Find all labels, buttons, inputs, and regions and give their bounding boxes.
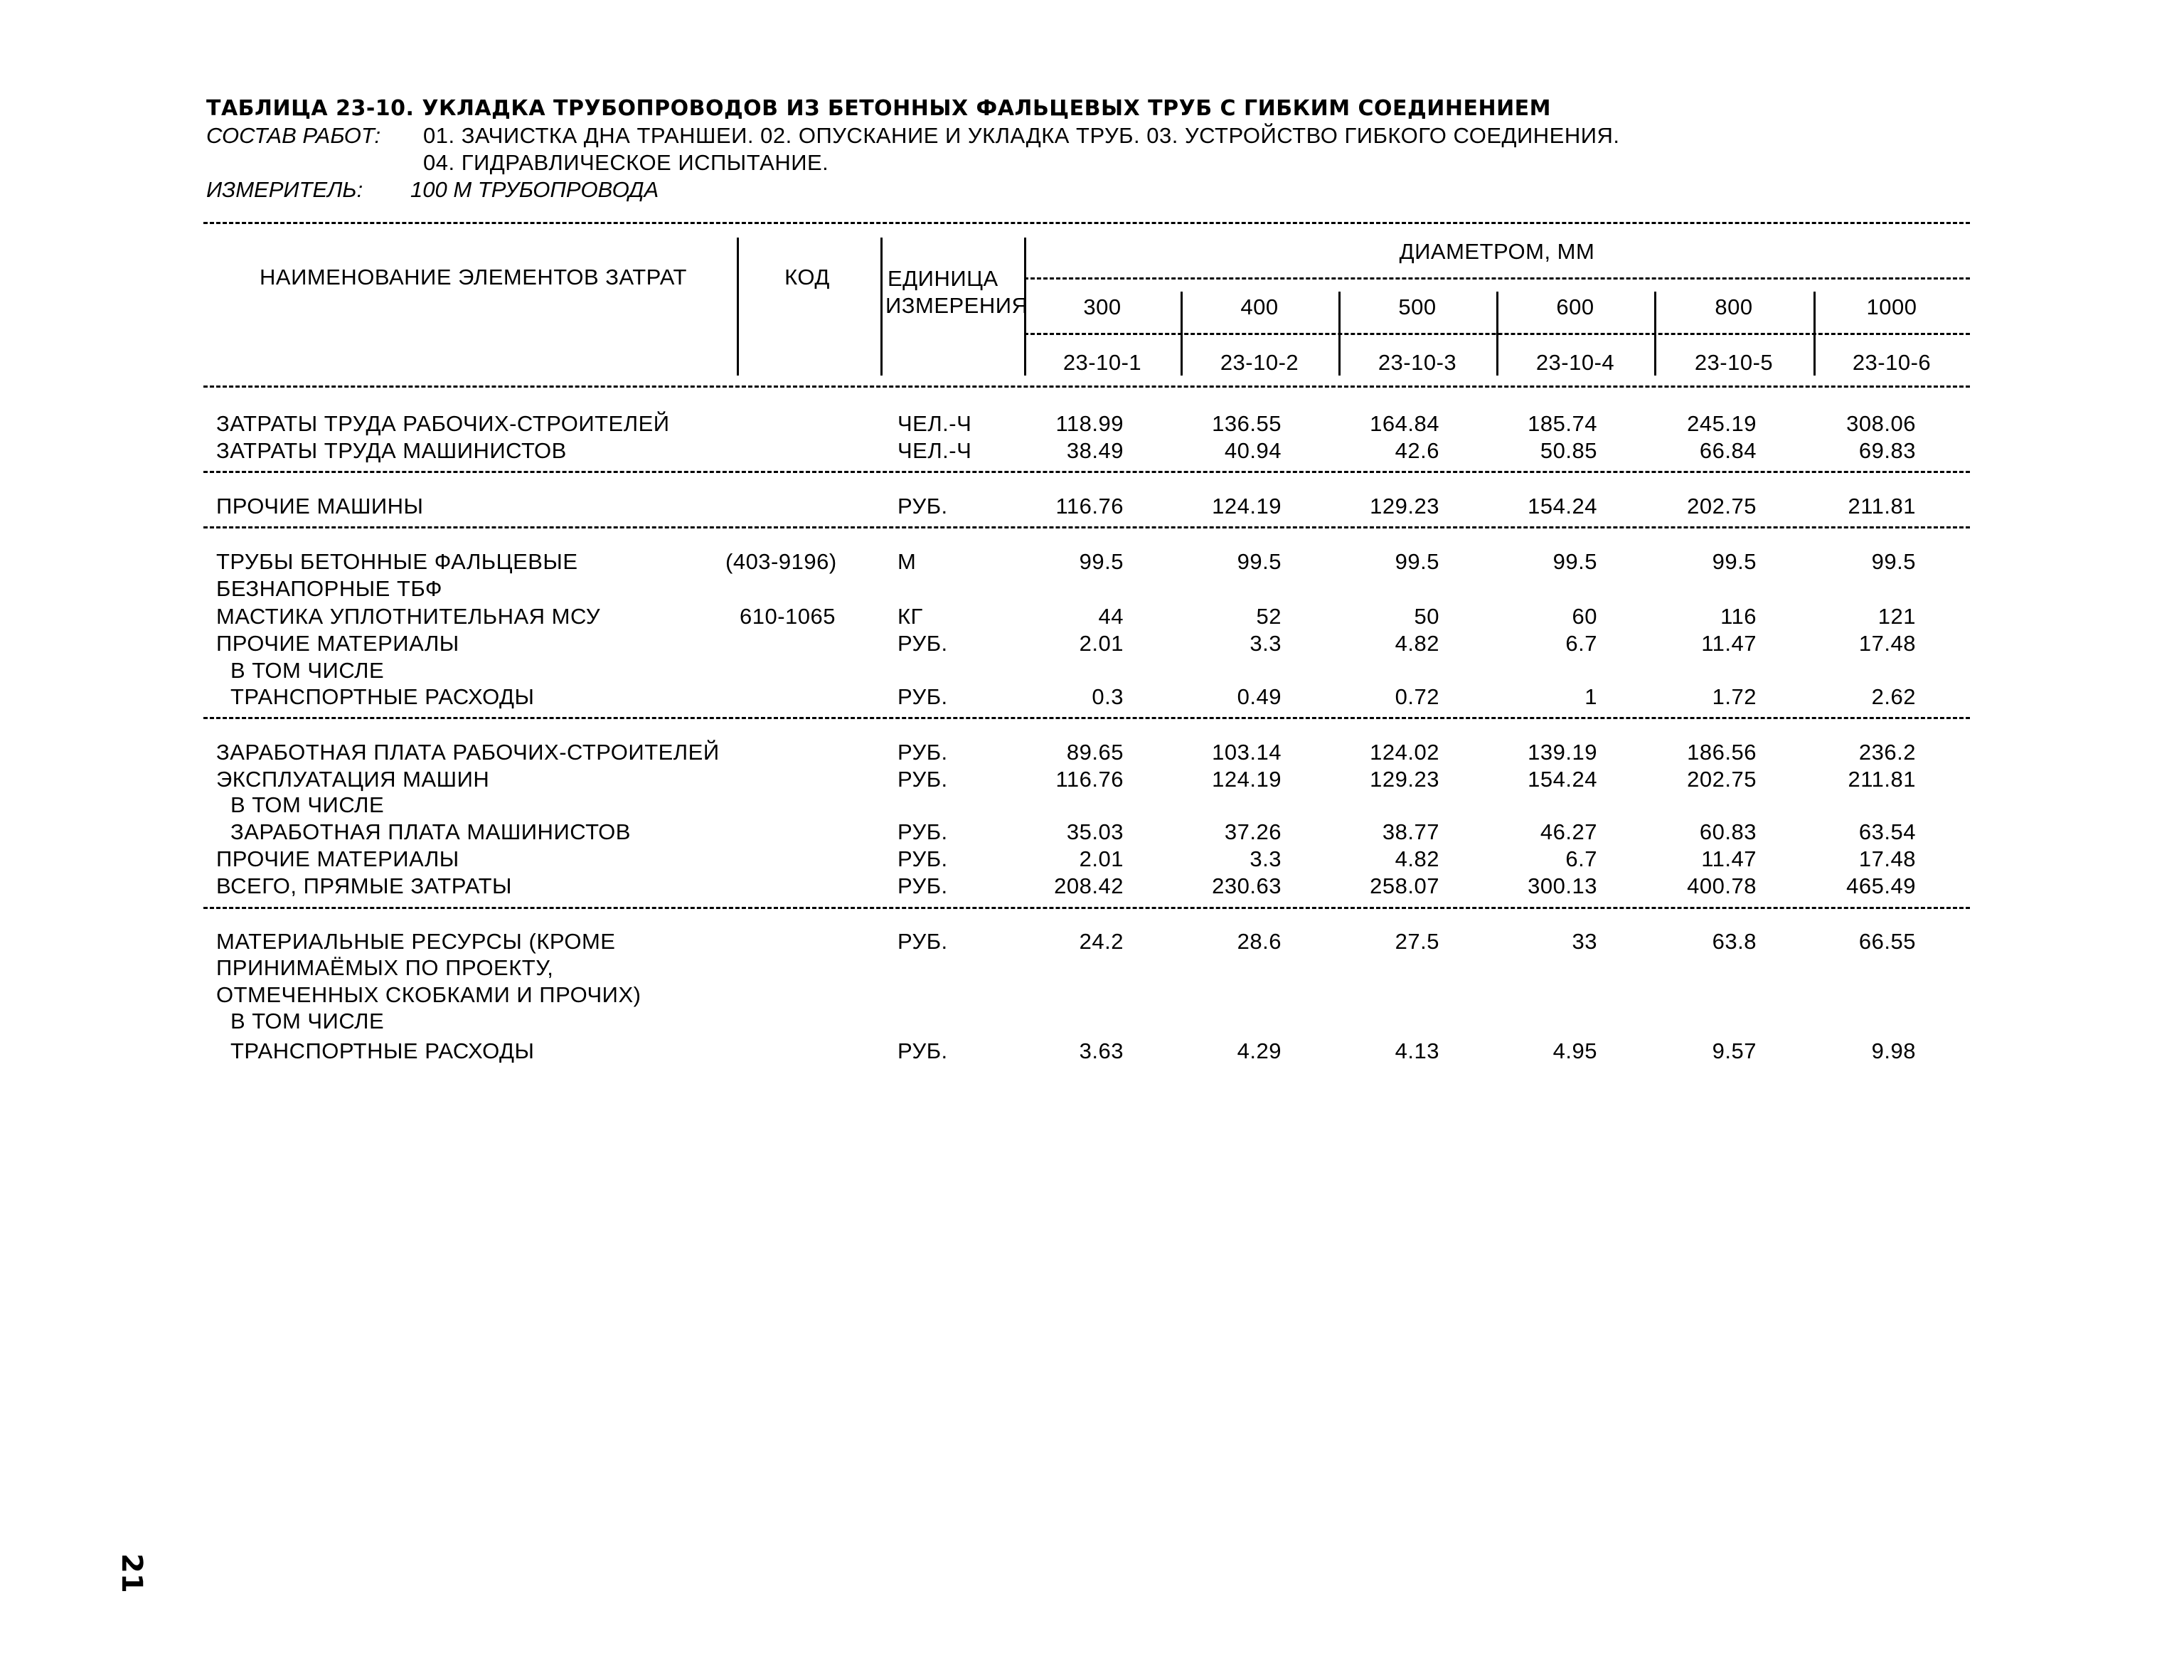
row-14-value-5: 11.47 (1701, 846, 1757, 871)
row-15-value-3: 258.07 (1370, 873, 1439, 898)
row-16-value-5: 63.8 (1712, 929, 1757, 954)
meter-label: ИЗМЕРИТЕЛЬ: (206, 177, 363, 202)
row-unit-3: РУБ. (897, 494, 948, 519)
meter-value: 100 М ТРУБОПРОВОДА (410, 177, 659, 202)
row-13-value-2: 37.26 (1224, 819, 1282, 844)
row-11-value-2: 124.19 (1212, 767, 1282, 792)
table-rule-5 (203, 717, 1970, 719)
row-4-value-2: 99.5 (1237, 549, 1282, 574)
row-1-value-1: 118.99 (1055, 411, 1124, 436)
row-6-value-3: 50 (1414, 604, 1439, 629)
row-15-value-2: 230.63 (1212, 873, 1282, 898)
row-name-8: В ТОМ ЧИСЛЕ (230, 658, 385, 683)
row-20-value-3: 4.13 (1395, 1038, 1439, 1063)
table-rule-6 (203, 907, 1970, 909)
row-unit-15: РУБ. (897, 873, 948, 898)
row-20-value-4: 4.95 (1552, 1038, 1597, 1063)
row-11-value-6: 211.81 (1848, 767, 1916, 792)
row-name-14: ПРОЧИЕ МАТЕРИАЛЫ (216, 846, 459, 871)
row-15-value-1: 208.42 (1054, 873, 1124, 898)
table-header-block (206, 95, 1984, 203)
header-divider-2 (880, 238, 883, 376)
row-9-value-6: 2.62 (1871, 684, 1916, 709)
row-16-value-2: 28.6 (1237, 929, 1282, 954)
row-20-value-5: 9.57 (1712, 1038, 1757, 1063)
rate-code-header-6: 23-10-6 (1852, 350, 1932, 375)
row-7-value-3: 4.82 (1395, 631, 1439, 656)
row-9-value-1: 0.3 (1092, 684, 1124, 709)
row-name-12: В ТОМ ЧИСЛЕ (230, 792, 385, 817)
row-13-value-5: 60.83 (1699, 819, 1757, 844)
row-2-value-3: 42.6 (1395, 438, 1439, 463)
row-unit-1: ЧЕЛ.-Ч (897, 411, 972, 436)
row-4-value-6: 99.5 (1871, 549, 1916, 574)
row-name-7: ПРОЧИЕ МАТЕРИАЛЫ (216, 631, 459, 656)
row-name-1: ЗАТРАТЫ ТРУДА РАБОЧИХ-СТРОИТЕЛЕЙ (216, 411, 670, 436)
row-15-value-6: 465.49 (1846, 873, 1916, 898)
table-title: ТАБЛИЦА 23-10. УКЛАДКА ТРУБОПРОВОДОВ ИЗ БЕТОННЫХ ФАЛЬЦЕВЫХ ТРУБ С ГИБКИМ СОЕДИНЕНИЕМ (206, 96, 1552, 121)
row-6-value-2: 52 (1256, 604, 1282, 629)
row-1-value-2: 136.55 (1212, 411, 1282, 436)
row-10-value-1: 89.65 (1066, 740, 1124, 765)
row-10-value-6: 236.2 (1858, 740, 1916, 765)
row-name-2: ЗАТРАТЫ ТРУДА МАШИНИСТОВ (216, 438, 567, 463)
row-10-value-3: 124.02 (1370, 740, 1439, 765)
row-name-9: ТРАНСПОРТНЫЕ РАСХОДЫ (230, 684, 535, 709)
row-7-value-5: 11.47 (1701, 631, 1757, 656)
rate-code-header-4: 23-10-4 (1535, 350, 1615, 375)
rate-code-header-3: 23-10-3 (1378, 350, 1457, 375)
work-composition-text-1: 01. ЗАЧИСТКА ДНА ТРАНШЕИ. 02. ОПУСКАНИЕ И УКЛАДКА ТРУБ. 03. УСТРОЙСТВО ГИБКОГО СОЕДИНЕНИЯ. (423, 123, 1620, 148)
row-16-value-4: 33 (1572, 929, 1597, 954)
row-name-18: ОТМЕЧЕННЫХ СКОБКАМИ И ПРОЧИХ) (216, 982, 641, 1007)
row-14-value-3: 4.82 (1395, 846, 1439, 871)
row-4-value-4: 99.5 (1552, 549, 1597, 574)
cost-table (203, 211, 1970, 1078)
row-name-4: ТРУБЫ БЕТОННЫЕ ФАЛЬЦЕВЫЕ (216, 549, 578, 574)
table-rule-2 (203, 386, 1970, 388)
row-9-value-3: 0.72 (1395, 684, 1439, 709)
row-1-value-3: 164.84 (1370, 411, 1439, 436)
diameter-code-rule (1024, 333, 1970, 335)
row-7-value-6: 17.48 (1858, 631, 1916, 656)
row-1-value-5: 245.19 (1687, 411, 1757, 436)
row-1-value-6: 308.06 (1846, 411, 1916, 436)
row-14-value-4: 6.7 (1565, 846, 1597, 871)
row-10-value-5: 186.56 (1687, 740, 1757, 765)
row-20-value-6: 9.98 (1871, 1038, 1916, 1063)
table-rule-1 (203, 222, 1970, 224)
diameter-header-4: 600 (1556, 294, 1594, 319)
work-composition-line-1 (206, 122, 1984, 149)
column-header-unit-1: ЕДИНИЦА (888, 266, 998, 291)
row-14-value-1: 2.01 (1079, 846, 1124, 871)
page-number: 21 (115, 1553, 148, 1593)
row-2-value-2: 40.94 (1224, 438, 1282, 463)
row-name-5: БЕЗНАПОРНЫЕ ТБФ (216, 576, 442, 601)
row-name-13: ЗАРАБОТНАЯ ПЛАТА МАШИНИСТОВ (230, 819, 631, 844)
row-11-value-1: 116.76 (1055, 767, 1124, 792)
row-3-value-1: 116.76 (1055, 494, 1124, 519)
row-name-20: ТРАНСПОРТНЫЕ РАСХОДЫ (230, 1038, 535, 1063)
row-16-value-1: 24.2 (1079, 929, 1124, 954)
row-unit-6: КГ (897, 604, 923, 629)
row-2-value-4: 50.85 (1540, 438, 1597, 463)
table-rule-3 (203, 471, 1970, 473)
row-3-value-2: 124.19 (1212, 494, 1282, 519)
row-7-value-4: 6.7 (1565, 631, 1597, 656)
diameter-header-5: 800 (1715, 294, 1753, 319)
header-divider-1 (737, 238, 739, 376)
diameter-header-2: 400 (1240, 294, 1279, 319)
row-10-value-4: 139.19 (1528, 740, 1597, 765)
row-11-value-3: 129.23 (1370, 767, 1439, 792)
row-6-value-5: 116 (1720, 604, 1757, 629)
row-3-value-5: 202.75 (1687, 494, 1757, 519)
column-header-code: КОД (784, 265, 830, 289)
row-unit-9: РУБ. (897, 684, 948, 709)
row-7-value-2: 3.3 (1250, 631, 1282, 656)
row-6-value-1: 44 (1098, 604, 1124, 629)
row-20-value-2: 4.29 (1237, 1038, 1282, 1063)
row-4-value-1: 99.5 (1079, 549, 1124, 574)
row-name-15: ВСЕГО, ПРЯМЫЕ ЗАТРАТЫ (216, 873, 512, 898)
diameter-group-rule (1024, 277, 1970, 280)
row-13-value-1: 35.03 (1066, 819, 1124, 844)
row-name-19: В ТОМ ЧИСЛЕ (230, 1009, 385, 1033)
row-16-value-3: 27.5 (1395, 929, 1439, 954)
row-11-value-4: 154.24 (1528, 767, 1597, 792)
column-header-unit-2: ИЗМЕРЕНИЯ (885, 293, 1028, 318)
row-unit-11: РУБ. (897, 767, 948, 792)
row-2-value-5: 66.84 (1699, 438, 1757, 463)
work-composition-text-2: 04. ГИДРАВЛИЧЕСКОЕ ИСПЫТАНИЕ. (423, 150, 829, 175)
row-6-value-6: 121 (1877, 604, 1916, 629)
row-14-value-6: 17.48 (1858, 846, 1916, 871)
column-header-diameter-group: ДИАМЕТРОМ, ММ (1399, 239, 1595, 264)
row-name-6: МАСТИКА УПЛОТНИТЕЛЬНАЯ МСУ (216, 604, 601, 629)
row-9-value-4: 1 (1584, 684, 1597, 709)
row-6-value-4: 60 (1572, 604, 1597, 629)
row-2-value-1: 38.49 (1066, 438, 1124, 463)
row-20-value-1: 3.63 (1079, 1038, 1124, 1063)
row-3-value-6: 211.81 (1848, 494, 1916, 519)
row-unit-16: РУБ. (897, 929, 948, 954)
row-name-11: ЭКСПЛУАТАЦИЯ МАШИН (216, 767, 490, 792)
row-1-value-4: 185.74 (1528, 411, 1597, 436)
row-unit-20: РУБ. (897, 1038, 948, 1063)
row-13-value-3: 38.77 (1382, 819, 1439, 844)
rate-code-header-5: 23-10-5 (1694, 350, 1774, 375)
row-10-value-2: 103.14 (1212, 740, 1282, 765)
row-13-value-6: 63.54 (1858, 819, 1916, 844)
row-15-value-4: 300.13 (1528, 873, 1597, 898)
row-unit-13: РУБ. (897, 819, 948, 844)
row-4-value-3: 99.5 (1395, 549, 1439, 574)
row-unit-2: ЧЕЛ.-Ч (897, 438, 972, 463)
row-15-value-5: 400.78 (1687, 873, 1757, 898)
column-header-name: НАИМЕНОВАНИЕ ЭЛЕМЕНТОВ ЗАТРАТ (260, 265, 687, 289)
row-name-17: ПРИНИМАЁМЫХ ПО ПРОЕКТУ, (216, 955, 554, 980)
row-3-value-3: 129.23 (1370, 494, 1439, 519)
diameter-header-3: 500 (1398, 294, 1437, 319)
rate-code-header-1: 23-10-1 (1062, 350, 1142, 375)
row-11-value-5: 202.75 (1687, 767, 1757, 792)
meter-line (206, 176, 1984, 203)
table-rule-4 (203, 526, 1970, 528)
row-code-6: 610-1065 (740, 604, 836, 629)
row-unit-4: М (897, 549, 917, 574)
row-9-value-5: 1.72 (1712, 684, 1757, 709)
row-13-value-4: 46.27 (1540, 819, 1597, 844)
diameter-header-6: 1000 (1866, 294, 1917, 319)
row-name-16: МАТЕРИАЛЬНЫЕ РЕСУРСЫ (КРОМЕ (216, 929, 616, 954)
row-14-value-2: 3.3 (1250, 846, 1282, 871)
row-16-value-6: 66.55 (1858, 929, 1916, 954)
rate-code-header-2: 23-10-2 (1220, 350, 1299, 375)
row-3-value-4: 154.24 (1528, 494, 1597, 519)
row-unit-14: РУБ. (897, 846, 948, 871)
row-2-value-6: 69.83 (1858, 438, 1916, 463)
work-composition-line-2 (206, 149, 1984, 176)
row-4-value-5: 99.5 (1712, 549, 1757, 574)
row-name-3: ПРОЧИЕ МАШИНЫ (216, 494, 424, 519)
row-7-value-1: 2.01 (1079, 631, 1124, 656)
work-composition-label: СОСТАВ РАБОТ: (206, 123, 381, 148)
row-unit-10: РУБ. (897, 740, 948, 765)
row-code-4: (403-9196) (725, 549, 837, 574)
row-name-10: ЗАРАБОТНАЯ ПЛАТА РАБОЧИХ-СТРОИТЕЛЕЙ (216, 740, 720, 765)
row-unit-7: РУБ. (897, 631, 948, 656)
row-9-value-2: 0.49 (1237, 684, 1282, 709)
diameter-header-1: 300 (1083, 294, 1122, 319)
